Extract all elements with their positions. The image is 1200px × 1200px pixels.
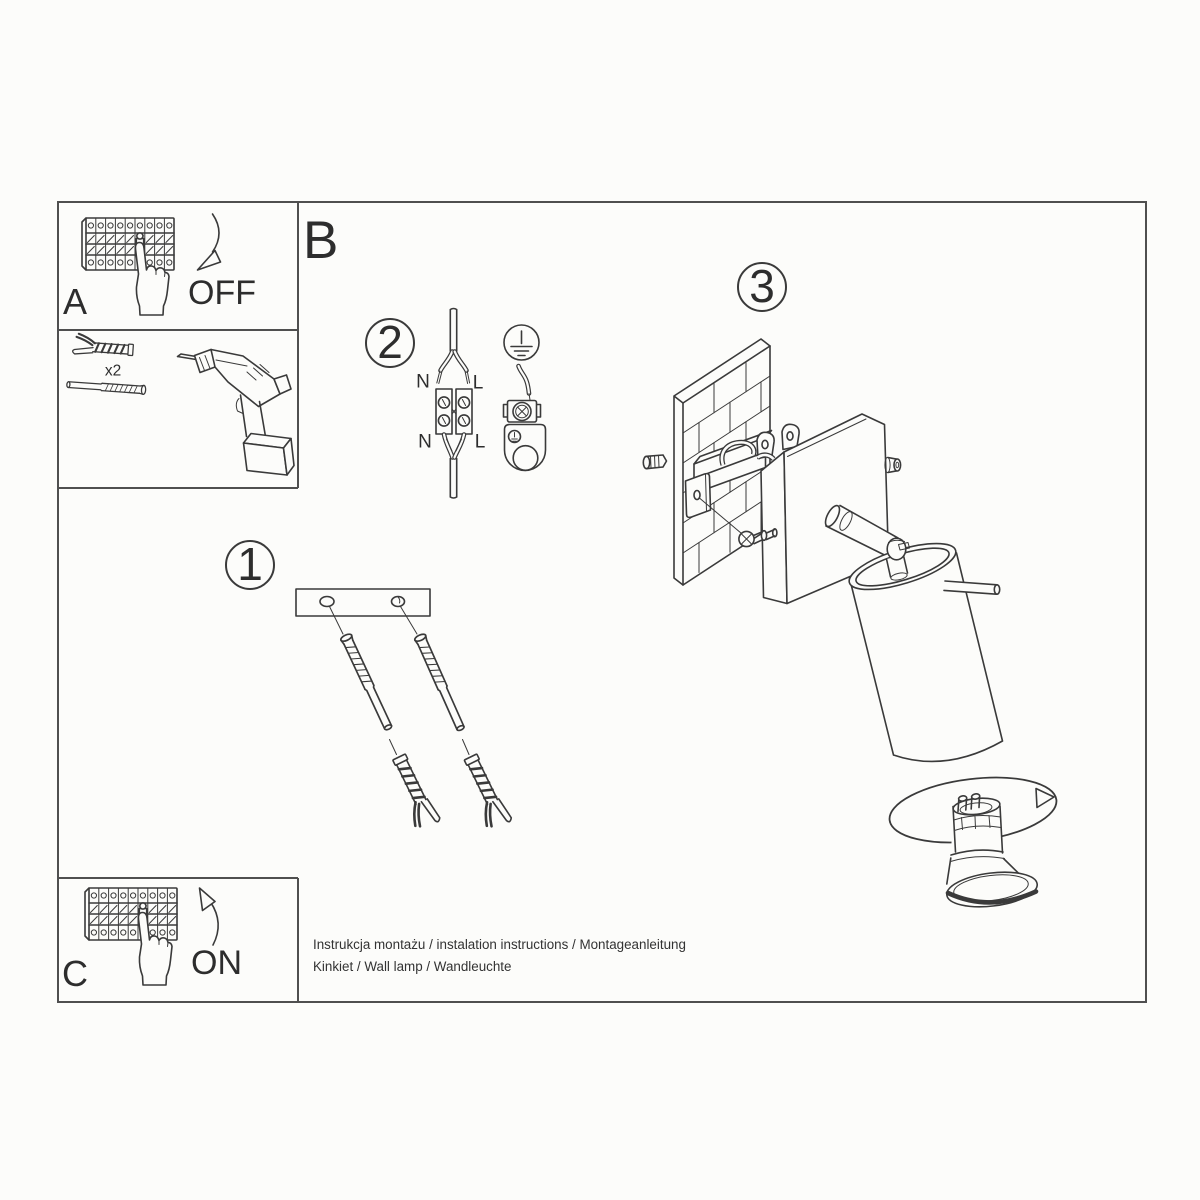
wire-label-n-top: N [416, 371, 430, 393]
curved-arrow-down-icon [198, 214, 221, 270]
footer-line1: Instrukcja montażu / instalation instructions / Montageanleitung [313, 937, 686, 952]
panel-c-label: C [62, 953, 88, 994]
step1-anchor-icon [385, 753, 441, 832]
footer-line2: Kinkiet / Wall lamp / Wandleuchte [313, 958, 512, 974]
off-label: OFF [188, 274, 256, 312]
lamp-shade-icon [844, 534, 1002, 761]
step1-anchor-icon [457, 753, 513, 832]
step1-screw-icon [340, 633, 394, 732]
footer-text [313, 934, 686, 977]
screw-icon [67, 380, 146, 394]
wire-label-l-top: L [472, 372, 484, 394]
panel-b-label: B [303, 211, 339, 270]
earth-symbol-icon [504, 325, 539, 360]
wire-label-n-bottom: N [418, 431, 432, 453]
step1-screw-icon [414, 633, 467, 732]
ground-wire-icon [519, 366, 531, 400]
mains-cable-bottom-icon [444, 435, 464, 499]
terminal-block-icon [436, 389, 472, 434]
wire-label-l-bottom: L [474, 431, 486, 453]
backplate-screw-right-icon [885, 457, 901, 472]
mounting-bar-icon [296, 589, 469, 755]
step-2-badge: 2 [365, 318, 415, 368]
panel-a-label: A [63, 281, 88, 322]
step-1-badge: 1 [225, 540, 275, 590]
wall-screw-left-icon [643, 455, 666, 469]
ground-clamp-icon [504, 401, 546, 471]
curved-arrow-up-icon [200, 888, 219, 945]
plug-quantity-label: x2 [104, 362, 122, 380]
step-3-badge: 3 [737, 262, 787, 312]
on-label: ON [191, 944, 242, 982]
mains-cable-top-icon [437, 309, 470, 384]
drill-icon [178, 350, 295, 476]
gu10-bulb-icon [886, 769, 1060, 911]
wall-plug-icon [72, 333, 133, 358]
